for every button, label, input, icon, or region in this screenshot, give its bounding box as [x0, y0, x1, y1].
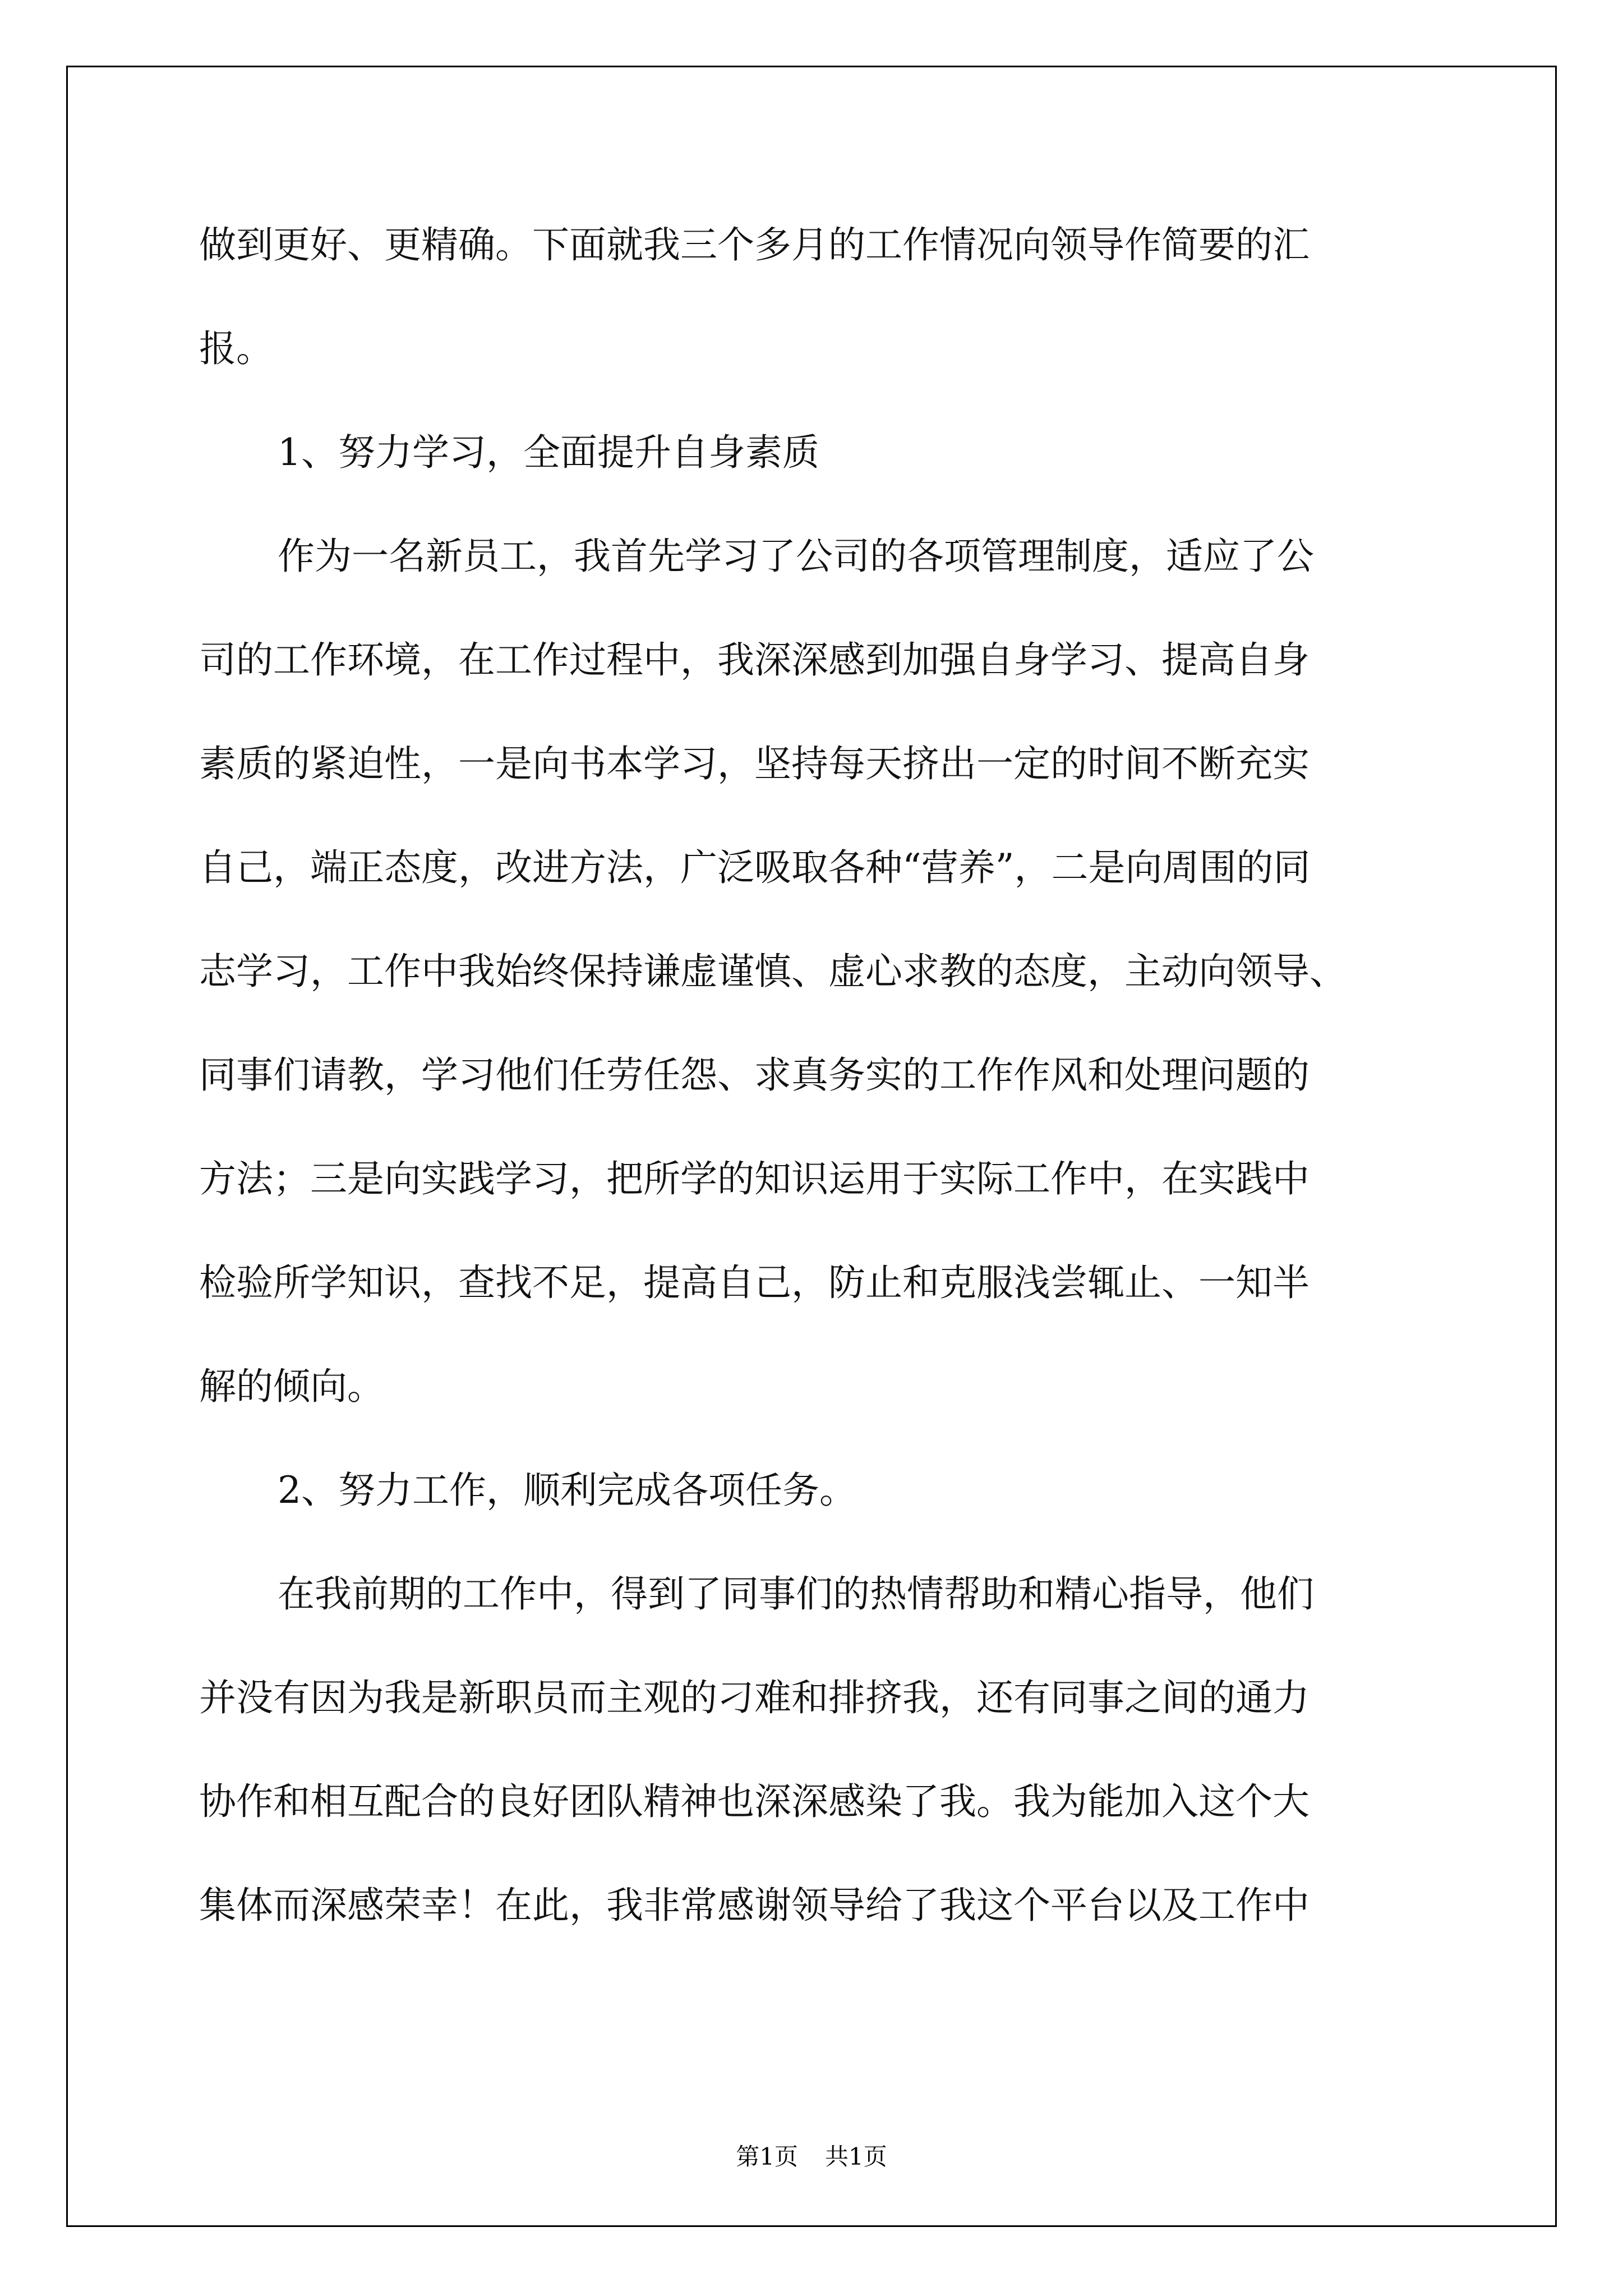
text-line: 集体而深感荣幸！在此，我非常感谢领导给了我这个平台以及工作中 — [199, 1884, 1310, 1927]
text-line: 自己，端正态度，改进方法，广泛吸取各种“营养”，二是向周围的同 — [199, 846, 1311, 889]
text-line: 报。 — [199, 327, 273, 370]
text-line: 做到更好、更精确。下面就我三个多月的工作情况向领导作简要的汇 — [199, 223, 1310, 266]
page-number: 第1页 — [736, 2143, 798, 2170]
text-line: 作为一名新员工，我首先学习了公司的各项管理制度，适应了公 — [278, 535, 1314, 578]
text-line: 素质的紧迫性，一是向书本学习，坚持每天挤出一定的时间不断充实 — [199, 742, 1310, 785]
text-line: 在我前期的工作中，得到了同事们的热情帮助和精心指导，他们 — [278, 1572, 1314, 1616]
section-heading-1: 1、努力学习，全面提升自身素质 — [278, 431, 819, 474]
text-line: 司的工作环境，在工作过程中，我深深感到加强自身学习、提高自身 — [199, 638, 1310, 682]
text-line: 协作和相互配合的良好团队精神也深深感染了我。我为能加入这个大 — [199, 1780, 1310, 1823]
text-line: 解的倾向。 — [199, 1365, 384, 1408]
text-line: 同事们请教，学习他们任劳任怨、求真务实的工作作风和处理问题的 — [199, 1053, 1310, 1097]
text-line: 检验所学知识，查找不足，提高自己，防止和克服浅尝辄止、一知半 — [199, 1261, 1310, 1304]
text-line: 方法；三是向实践学习，把所学的知识运用于实际工作中，在实践中 — [199, 1157, 1310, 1200]
page-footer — [0, 2138, 1623, 2172]
text-line: 志学习，工作中我始终保持谦虚谨慎、虚心求教的态度，主动向领导、 — [199, 950, 1347, 993]
text-line: 并没有因为我是新职员而主观的刁难和排挤我，还有同事之间的通力 — [199, 1676, 1310, 1719]
page-total: 共1页 — [825, 2143, 887, 2170]
section-heading-2: 2、努力工作，顺利完成各项任务。 — [278, 1469, 856, 1512]
